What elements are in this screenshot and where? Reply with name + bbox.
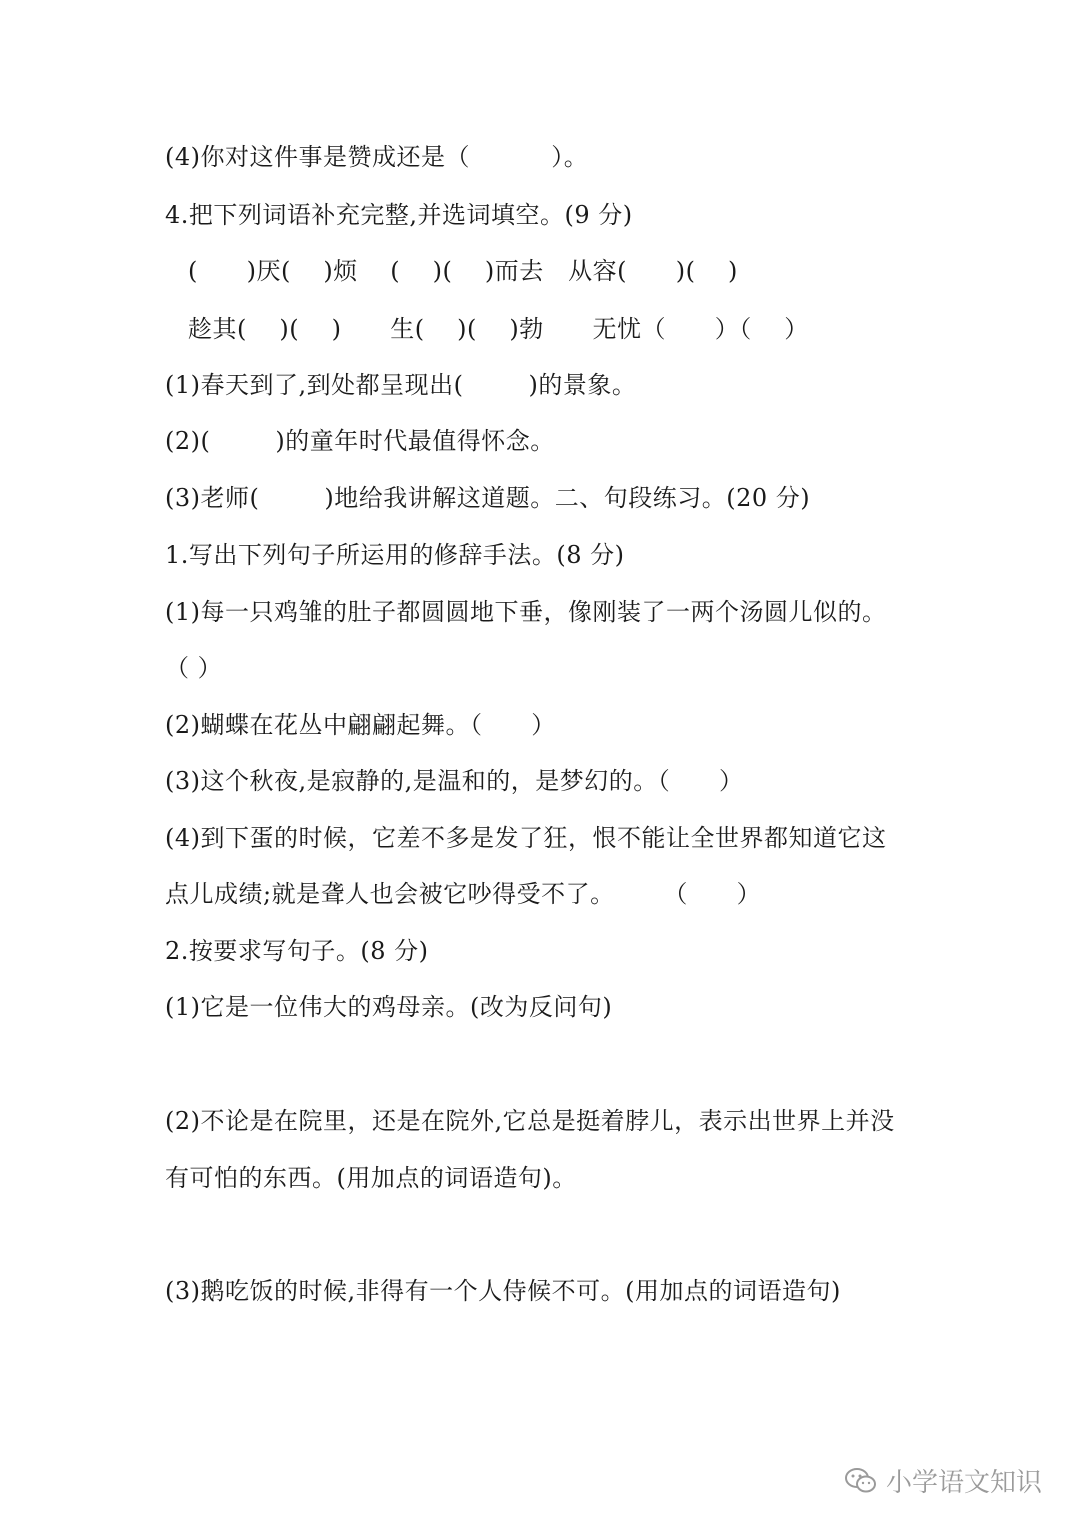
word-fill-row-1: ( )厌( )烦 ( )( )而去 从容( )( ) [188, 257, 738, 285]
rhetoric-answer-1: （ ） [165, 654, 223, 682]
fill-blank-2: (2)( )的童年时代最值得怀念。 [165, 427, 555, 455]
rhetoric-sentence-3: (3)这个秋夜,是寂静的,是温和的，是梦幻的。（ ） [165, 767, 744, 795]
question-4-heading: 4.把下列词语补充完整,并选词填空。(9 分) [165, 201, 633, 229]
rhetoric-sentence-2: (2)蝴蝶在花丛中翩翩起舞。（ ） [165, 711, 556, 739]
rhetoric-sentence-4-cont: 点儿成绩;就是聋人也会被它吵得受不了。 （ ） [165, 880, 762, 908]
rewrite-sentence-3: (3)鹅吃饭的时候,非得有一个人侍候不可。(用加点的词语造句) [165, 1277, 841, 1305]
fill-blank-1: (1)春天到了,到处都呈现出( )的景象。 [165, 371, 637, 399]
fill-blank-3: (3)老师( )地给我讲解这道题。二、句段练习。(20 分) [165, 484, 811, 512]
section-2-question-1-heading: 1.写出下列句子所运用的修辞手法。(8 分) [165, 541, 625, 569]
rewrite-sentence-2: (2)不论是在院里，还是在院外,它总是挺着脖儿，表示出世界上并没 [165, 1107, 895, 1135]
rhetoric-sentence-1: (1)每一只鸡雏的肚子都圆圆地下垂，像刚装了一两个汤圆儿似的。 [165, 598, 887, 626]
watermark-text: 小学语文知识 [885, 1468, 1042, 1498]
wechat-icon [844, 1466, 878, 1496]
section-2-question-2-heading: 2.按要求写句子。(8 分) [165, 937, 429, 965]
word-fill-row-2: 趁其( )( ) 生( )( )勃 无忧（ ）（ ） [188, 315, 809, 343]
rewrite-sentence-1: (1)它是一位伟大的鸡母亲。(改为反问句) [165, 993, 613, 1021]
question-4-sub-4: (4)你对这件事是赞成还是（ ）。 [165, 143, 589, 171]
watermark [844, 1462, 1042, 1499]
rewrite-sentence-2-cont: 有可怕的东西。(用加点的词语造句)。 [165, 1164, 577, 1192]
rhetoric-sentence-4: (4)到下蛋的时候，它差不多是发了狂，恨不能让全世界都知道它这 [165, 824, 887, 852]
